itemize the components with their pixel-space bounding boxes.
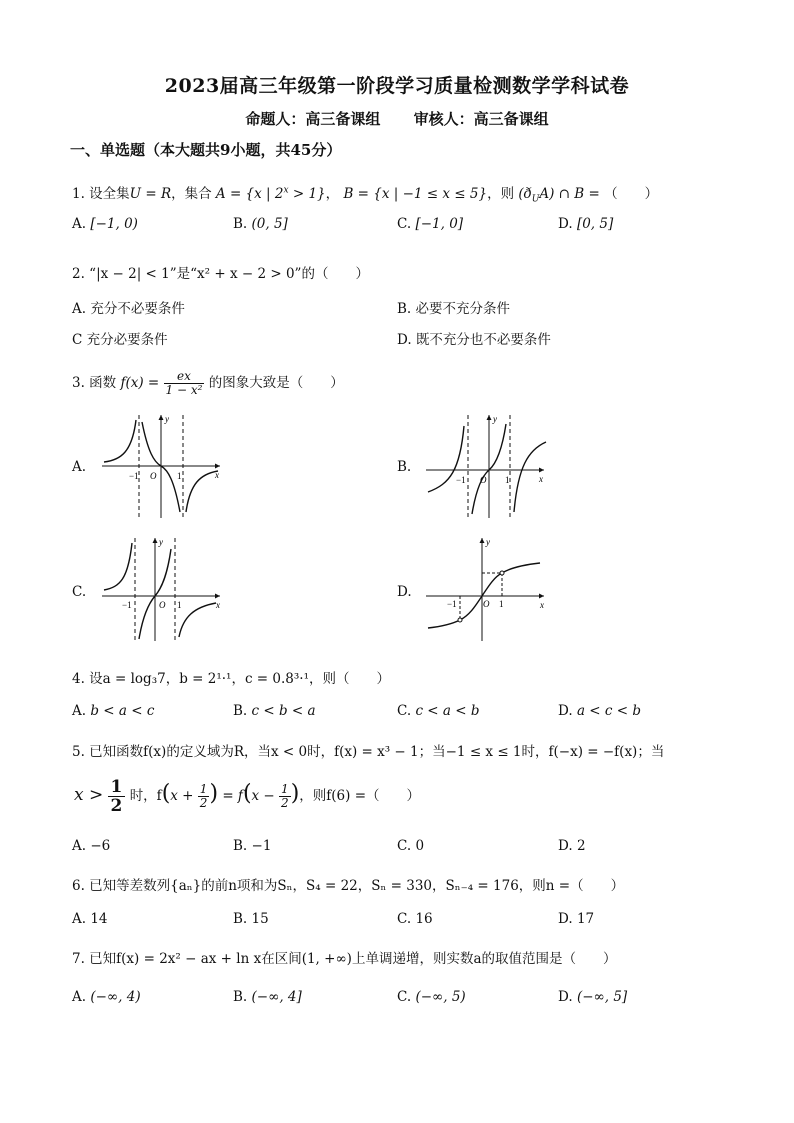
q7-option-d[interactable]: D. (−∞, 5] [558,989,628,1005]
question-2-stem: 2. “|x − 2| < 1”是“x² + x − 2 > 0”的（ ） [72,266,369,282]
q3-option-c[interactable]: C. [72,584,87,600]
section-heading: 一、单选题（本大题共9小题，共45分） [70,141,342,159]
q1-option-d[interactable]: D. [0, 5] [558,216,614,232]
axis-x-label: x [216,600,220,610]
question-6-stem: 6. 已知等差数列{aₙ}的前n项和为Sₙ，S₄ = 22，Sₙ = 330，Sₙ₋₄ = 176，则n =（ ） [72,878,625,894]
q6-option-b[interactable]: B. 15 [233,911,269,927]
set-b: B = {x | −1 ≤ x ≤ 5} [343,186,488,202]
q7-option-c[interactable]: C. (−∞, 5) [397,989,466,1005]
q7-option-a[interactable]: A. (−∞, 4) [72,989,141,1005]
half-fraction: $\frac{1}{2}$ [108,778,126,815]
graph-b [420,412,550,520]
q6-option-a[interactable]: A. 14 [72,911,108,927]
graph-c [96,535,226,643]
q4-option-b[interactable]: B. c < b < a [233,703,316,719]
q5-option-a[interactable]: A. −6 [72,838,111,854]
question-1-stem: 1. 设全集U = R，集合 A = {x | $2^x > 1$}， B = {x | −1 ≤ x ≤ 5}，则 $(ð_UA)$ ∩ B = （ ） [72,185,659,205]
axis-y-label: y [159,537,163,547]
axis-y-label: y [165,414,169,424]
question-5-line1: 5. 已知函数f(x)的定义域为R，当x < 0时，f(x) = x³ − 1；当−1 ≤ x ≤ 1时，f(−x) = −f(x)；当 [72,744,665,760]
question-3-stem: 3. 函数 f(x) = $\frac{ex}{\text{1 − x²}}$ 的图象大致是（ ） [72,369,344,397]
tick-neg-one: −1 [129,471,139,481]
q1-option-c[interactable]: C. [−1, 0] [397,216,464,232]
q3-option-b[interactable]: B. [397,459,412,475]
graph-d [420,535,550,643]
q3-option-a[interactable]: A. [72,459,87,475]
q7-option-b[interactable]: B. (−∞, 4] [233,989,302,1005]
q2-option-b[interactable]: B. 必要不充分条件 [397,301,511,317]
q5-option-c[interactable]: C. 0 [397,838,425,854]
q2-option-c[interactable]: C 充分必要条件 [72,332,168,348]
tick-neg-one: −1 [456,475,466,485]
axis-x-label: x [215,470,219,480]
origin-label: O [150,471,157,481]
axis-y-label: y [486,537,490,547]
axis-x-label: x [540,600,544,610]
origin-label: O [159,600,166,610]
q1-option-a[interactable]: A. [−1, 0) [72,216,138,232]
reviewer-label: 审核人：高三备课组 [413,110,549,128]
tick-neg-one: −1 [447,599,457,609]
origin-label: O [480,475,487,485]
q6-option-c[interactable]: C. 16 [397,911,433,927]
tick-neg-one: −1 [122,600,132,610]
function-fraction: $\frac{ex}{\text{1 − x²}}$ [165,369,203,397]
q5-option-d[interactable]: D. 2 [558,838,586,854]
tick-one: 1 [177,600,182,610]
question-4-stem: 4. 设a = log₃7，b = 2¹·¹，c = 0.8³·¹，则（ ） [72,671,390,687]
tick-one: 1 [499,599,504,609]
axis-x-label: x [539,474,543,484]
q4-option-c[interactable]: C. c < a < b [397,703,480,719]
q4-option-d[interactable]: D. a < c < b [558,703,641,719]
q3-option-d[interactable]: D. [397,584,412,600]
q1-option-b[interactable]: B. (0, 5] [233,216,288,232]
axis-y-label: y [493,414,497,424]
q2-option-a[interactable]: A. 充分不必要条件 [72,301,185,317]
complement-expr: $(ð_UA)$ ∩ B = [518,186,600,205]
tick-one: 1 [177,471,182,481]
set-a: A = {x | $2^x > 1$} [215,185,326,202]
q4-option-a[interactable]: A. b < a < c [72,703,155,719]
q6-option-d[interactable]: D. 17 [558,911,595,927]
graph-a [96,412,226,520]
q2-option-d[interactable]: D. 既不充分也不必要条件 [397,332,551,348]
author-line [0,108,794,129]
q5-option-b[interactable]: B. −1 [233,838,272,854]
setter-label: 命题人：高三备课组 [245,110,381,128]
page-title: 2023届高三年级第一阶段学习质量检测数学学科试卷 [164,75,630,97]
origin-label: O [483,599,490,609]
tick-one: 1 [505,475,510,485]
question-7-stem: 7. 已知f(x) = 2x² − ax + ln x在区间(1, +∞)上单调递增，则实数a的取值范围是（ ） [72,951,617,967]
question-5-line2: x > $\frac{1}{2}$ 时，f(x + $\frac{1}{2}$ ) = f(x − $\frac{1}{2}$ )，则f(6) =（ ） [74,777,421,816]
